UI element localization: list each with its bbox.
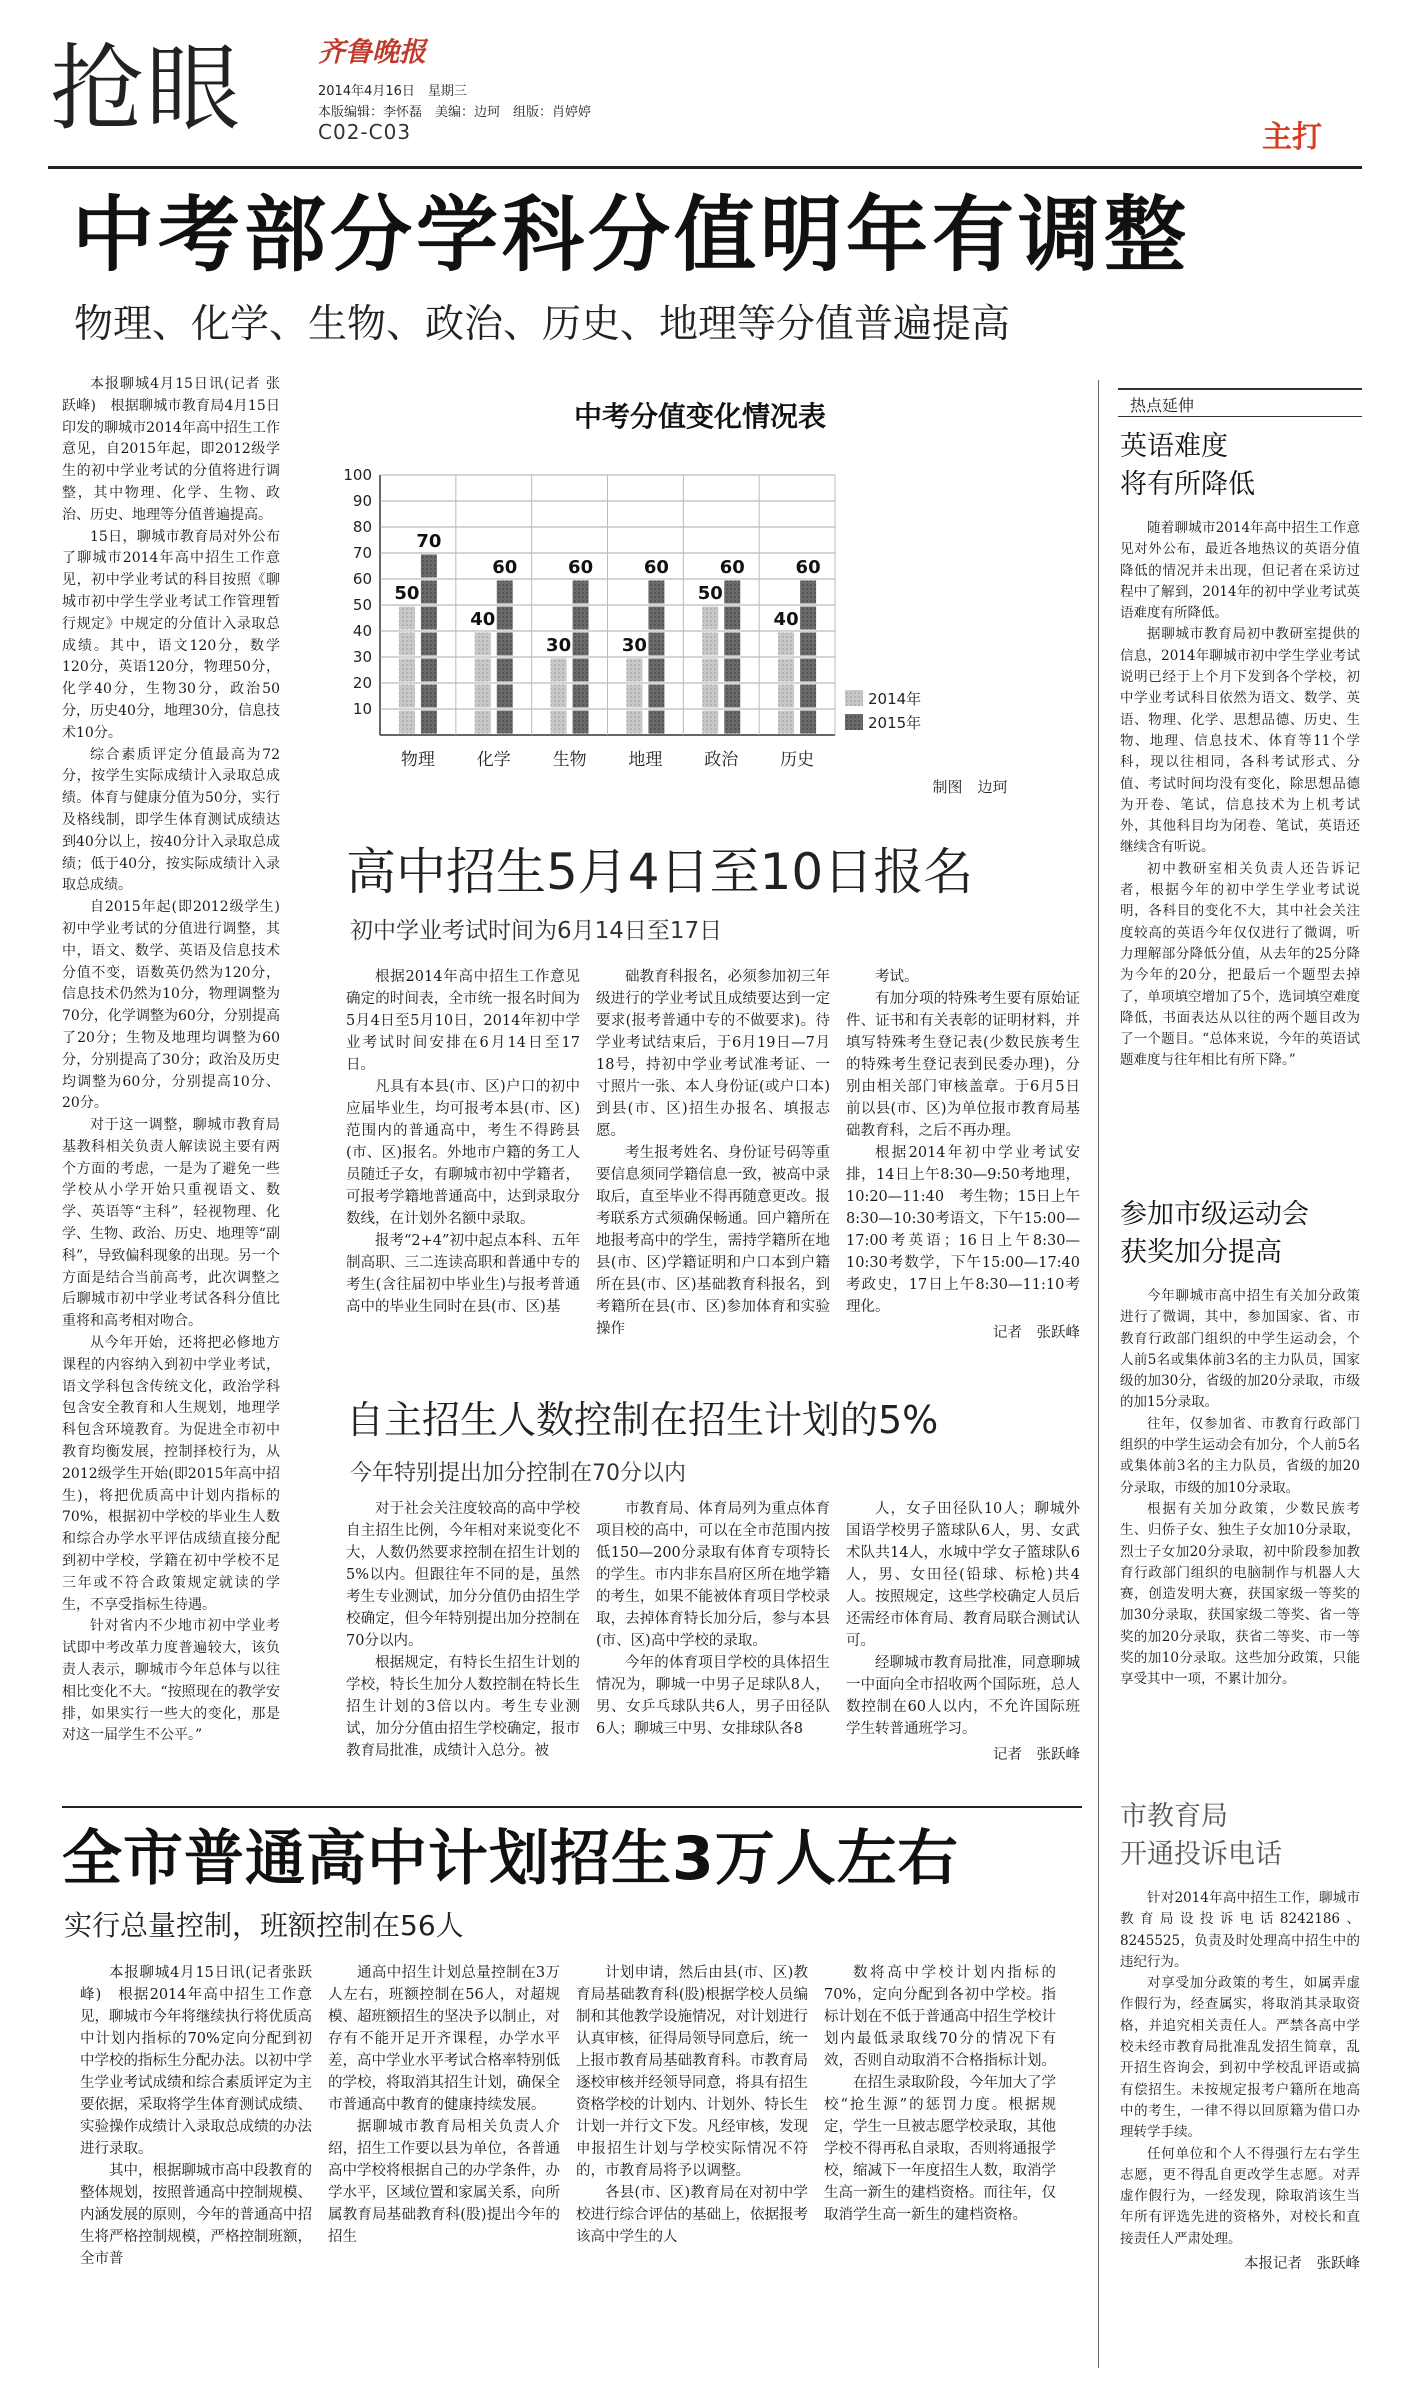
paragraph: 考试。 bbox=[875, 969, 919, 985]
bar-2015-segment bbox=[573, 607, 589, 630]
page-code: C02-C03 bbox=[318, 120, 412, 144]
bar-2015-segment bbox=[648, 659, 664, 682]
bar-2015-segment bbox=[800, 711, 816, 734]
bar-2015-value-label: 60 bbox=[568, 557, 594, 578]
chart-credit: 制图 边珂 bbox=[932, 778, 1008, 796]
y-tick-label: 40 bbox=[352, 622, 372, 640]
bar-2014-segment bbox=[778, 659, 794, 682]
paragraph: 任何单位和个人不得强行左右学生志愿，更不得乱自更改学生志愿。对弄虚作假行为，一经发现，除取消该生当年所有评选先进的资格外，对校长和直接责任人严肃处理。 bbox=[1120, 2145, 1360, 2247]
bar-2015-segment bbox=[497, 633, 513, 656]
article4-subhead: 实行总量控制，班额控制在56人 bbox=[64, 1909, 464, 1942]
bar-2014-segment bbox=[778, 685, 794, 708]
paragraph: 根据有关加分政策，少数民族考生、归侨子女、独生子女加10分录取，烈士子女加20分录取，初中阶段参加教育行政部门组织的电脑制作与机器人大赛，创造发明大赛，获国家级一等奖的加30分录取，获国家级二等奖、省一等奖的加20分录取，获省二等奖、市一等奖的加10分录取。这些加分政策，只能享受其中一项，不累计加分。 bbox=[1120, 1500, 1360, 1688]
x-tick-label: 生物 bbox=[552, 750, 587, 770]
paragraph: 市教育局、体育局列为重点体育项目校的高中，可以在全市范围内按低150—200分录取有体育专项特长的学生。市内非东昌府区所在地学籍的考生，如果不能被体育项目学校录取，去掉体育特长加分后，参与本县(市、区)高中学校的录取。 bbox=[596, 1501, 830, 1649]
bar-2015-segment bbox=[497, 711, 513, 734]
chart-title: 中考分值变化情况表 bbox=[573, 400, 827, 433]
bar-2014-segment bbox=[778, 711, 794, 734]
sidebar-s1-head2: 将有所降低 bbox=[1120, 469, 1255, 500]
paragraph: 数将高中学校计划内指标的70%，定向分配到各初中学校。指标计划在不低于普通高中招生学校计划内最低录取线70分的情况下有效，否则自动取消不合格指标计划。 bbox=[824, 1965, 1056, 2069]
chart-container bbox=[330, 380, 1070, 820]
paragraph: 初中教研室相关负责人还告诉记者，根据今年的初中学生学业考试说明，各科目的变化不大，其中社会关注度较高的英语今年仅仅进行了微调，听力理解部分降低分值，从去年的25分降为今年的20分，把最后一个题型去掉了，单项填空增加了5个，选词填空难度降低，书面表达从以往的两个题目改为了一个题目。“总体来说，今年的英语试题难度与往年相比有所下降。” bbox=[1120, 860, 1360, 1069]
bar-2015-segment bbox=[724, 607, 740, 630]
masthead-rule bbox=[48, 166, 1362, 169]
bar-2014-value-label: 40 bbox=[773, 609, 799, 630]
bar-2015-segment bbox=[800, 607, 816, 630]
bar-2015-segment bbox=[800, 581, 816, 604]
bar-2015-segment bbox=[724, 581, 740, 604]
bar-2015-segment bbox=[573, 581, 589, 604]
sidebar-divider bbox=[1098, 380, 1099, 2368]
legend-swatch-2015 bbox=[845, 714, 863, 730]
chart-yticks bbox=[343, 466, 372, 718]
sidebar-s3 bbox=[1120, 1798, 1360, 2340]
bar-2014-value-label: 50 bbox=[697, 583, 723, 604]
article3-col3 bbox=[846, 1498, 1080, 1798]
sidebar-s2 bbox=[1120, 1196, 1360, 1858]
bar-2014-segment bbox=[626, 659, 642, 682]
article3-headline: 自主招生人数控制在招生计划的5% bbox=[346, 1398, 939, 1442]
bar-2014-segment bbox=[778, 633, 794, 656]
bar-2015-segment bbox=[648, 607, 664, 630]
bar-2015-segment bbox=[421, 581, 437, 604]
bar-2015-value-label: 60 bbox=[643, 557, 669, 578]
article4-headline: 全市普通高中计划招生3万人左右 bbox=[62, 1824, 959, 1894]
paragraph: 人，女子田径队10人；聊城外国语学校男子篮球队6人，男、女武术队共14人，水城中学女子篮球队6人，男、女田径(铅球、标枪)共4人。按照规定，这些学校确定人员后还需经市体育局、教育局联合测试认可。 bbox=[846, 1501, 1080, 1649]
paragraph: 今年的体育项目学校的具体招生情况为，聊城一中男子足球队8人，男、女乒乓球队共6人，男子田径队6人；聊城三中男、女排球队各8 bbox=[596, 1655, 830, 1737]
y-tick-label: 30 bbox=[352, 648, 372, 666]
paragraph: 各县(市、区)教育局在对初中学校进行综合评估的基础上，依据报考该高中学生的人 bbox=[576, 2185, 808, 2245]
bar-2015-segment bbox=[497, 607, 513, 630]
sidebar-s2-head1: 参加市级运动会 bbox=[1120, 1199, 1309, 1230]
bar-2014-segment bbox=[399, 633, 415, 656]
bar-2014-segment bbox=[475, 711, 491, 734]
bar-2015-value-label: 60 bbox=[492, 557, 518, 578]
article2-headline: 高中招生5月4日至10日报名 bbox=[346, 843, 974, 901]
chart-xticks bbox=[401, 750, 814, 770]
byline: 记者 张跃峰 bbox=[993, 1747, 1080, 1763]
paragraph: 础教育科报名，必须参加初三年级进行的学业考试且成绩要达到一定要求(报考普通中专的不做要求)。待学业考试结束后，于6月19日—7月18号，持初中学业考试准考证、一寸照片一张、本人身份证(或户口本)到县(市、区)招生办报名、填报志愿。 bbox=[596, 969, 830, 1139]
y-tick-label: 10 bbox=[352, 700, 372, 718]
paragraph: 根据2014年高中招生工作意见确定的时间表，全市统一报名时间为5月4日至5月10日，2014年初中学业考试时间安排在6月14日至17日。 bbox=[346, 969, 580, 1073]
chart-legend bbox=[845, 690, 921, 732]
article3-col2 bbox=[596, 1498, 830, 1798]
sidebar-s3-head2: 开通投诉电话 bbox=[1120, 1839, 1282, 1870]
bar-2014-value-label: 30 bbox=[546, 635, 572, 656]
bar-2015-segment bbox=[421, 659, 437, 682]
paragraph: 根据规定，有特长生招生计划的学校，特长生加分人数控制在特长生招生计划的3倍以内。考生专业测试，加分分值由招生学校确定，报市教育局批准，成绩计入总分。被 bbox=[346, 1655, 580, 1759]
bar-2015-segment bbox=[724, 633, 740, 656]
bar-2014-segment bbox=[475, 659, 491, 682]
x-tick-label: 地理 bbox=[628, 750, 663, 770]
bar-2014-segment bbox=[399, 659, 415, 682]
legend-swatch-2014 bbox=[845, 690, 863, 706]
bar-2014-segment bbox=[399, 685, 415, 708]
sidebar-s1-head1: 英语难度 bbox=[1120, 431, 1228, 462]
y-tick-label: 20 bbox=[352, 674, 372, 692]
paragraph: 计划申请，然后由县(市、区)教育局基础教育科(股)根据学校人员编制和其他教学设施情况，对计划进行认真审核，征得局领导同意后，统一上报市教育局基础教育科。市教育局逐校审核并经领导同意，将具有招生资格学校的计划内、计划外、特长生计划一并行文下发。凡经审核，发现申报招生计划与学校实际情况不符的，市教育局将予以调整。 bbox=[576, 1965, 808, 2179]
article2-subhead: 初中学业考试时间为6月14日至17日 bbox=[350, 918, 723, 944]
section-name: 抢眼 bbox=[50, 35, 243, 144]
bar-2014-segment bbox=[551, 685, 567, 708]
bar-2015-segment bbox=[421, 685, 437, 708]
story-divider bbox=[62, 1806, 1082, 1808]
legend-label-2014: 2014年 bbox=[868, 690, 922, 708]
lead-paragraph: 本报聊城4月15日讯(记者 张跃峰) 根据聊城市教育局4月15日印发的聊城市2014年高中招生工作意见，自2015年起，即2012级学生的初中学业考试的分值将进行调整，其中物理、化学、生物、政治、历史、地理等分值普遍提高。 bbox=[62, 376, 280, 523]
bar-2015-segment bbox=[800, 685, 816, 708]
bar-2015-segment bbox=[497, 685, 513, 708]
bar-2015-segment bbox=[648, 633, 664, 656]
bar-2015-value-label: 60 bbox=[719, 557, 745, 578]
bar-2014-segment bbox=[551, 711, 567, 734]
sidebar-s1-body bbox=[1120, 518, 1360, 1154]
chart-grid bbox=[380, 475, 835, 735]
bar-2015-segment bbox=[497, 581, 513, 604]
paragraph: 通高中招生计划总量控制在3万人左右，班额控制在56人，对超规模、超班额招生的坚决予以制止，对存有不能开足开齐课程，办学水平差，高中学业水平考试合格率特别低的学校，将取消其招生计划，确保全市普通高中教育的健康持续发展。 bbox=[328, 1965, 560, 2113]
paragraph: 报考“2+4”初中起点本科、五年制高职、三二连读高职和普通中专的考生(含往届初中毕业生)与报考普通高中的毕业生同时在县(市、区)基 bbox=[346, 1233, 580, 1315]
bar-2015-segment bbox=[724, 711, 740, 734]
paragraph: 据聊城市教育局初中教研室提供的信息，2014年聊城市初中学生学业考试说明已经于上个月下发到各个学校，初中学业考试科目依然为语文、数学、英语、物理、化学、思想品德、历史、生物、地理、信息技术、体育等11个学科，现以往相同，各科考试形式、分值、考试时间均没有变化，除思想品德为开卷、笔试，信息技术为上机考试外，其他科目均为闭卷、笔试，英语还继续含有听说。 bbox=[1120, 626, 1360, 856]
sidebar-s2-head2: 获奖加分提高 bbox=[1120, 1237, 1282, 1268]
lead-paragraph: 自2015年起(即2012级学生)初中学业考试的分值进行调整，其中，语文、数学、英语及信息技术分值不变，语数英仍然为120分，信息技术仍然为10分，物理调整为70分，化学调整为60分，分别提高了20分；生物及地理均调整为60分，分别提高了30分；政治及历史均调整为60分，分别提高10分、20分。 bbox=[62, 899, 280, 1112]
article4-col3 bbox=[576, 1962, 808, 2366]
paragraph: 今年聊城市高中招生有关加分政策进行了微调，其中，参加国家、省、市教育行政部门组织的中学生运动会，个人前5名或集体前3名的主力队员，国家级的加30分，省级的加20分录取，市级的加15分录取。 bbox=[1120, 1288, 1360, 1411]
paragraph: 其中，根据聊城市高中段教育的整体规划，按照普通高中控制规模、内涵发展的原则，今年的普通高中招生将严格控制规模，严格控制班额，全市普 bbox=[80, 2163, 312, 2267]
bar-2014-segment bbox=[626, 711, 642, 734]
paragraph: 在招生录取阶段，今年加大了学校“抢生源”的惩罚力度。根据规定，学生一旦被志愿学校录取，其他学校不得再私自录取，否则将通报学校，缩减下一年度招生人数，取消学生高一新生的建档资格。而往年，仅取消学生高一新生的建档资格。 bbox=[824, 2075, 1056, 2223]
paragraph: 考生报考姓名、身份证号码等重要信息须同学籍信息一致，被高中录取后，直至毕业不得再随意更改。报考联系方式须确保畅通。回户籍所在地报考高中的学生，需持学籍所在地县(市、区)学籍证明和户口本到户籍所在县(市、区)基础教育科报名，到考籍所在县(市、区)参加体育和实验操作 bbox=[596, 1145, 830, 1337]
paragraph: 凡具有本县(市、区)户口的初中应届毕业生，均可报考本县(市、区)范围内的普通高中，考生不得跨县(市、区)报名。外地市户籍的务工人员随迁子女，有聊城市初中学籍者，可报考学籍地普通高中，达到录取分数线，在计划外名额中录取。 bbox=[346, 1079, 580, 1227]
bar-2015-segment bbox=[573, 659, 589, 682]
bar-2014-segment bbox=[475, 685, 491, 708]
bar-2015-segment bbox=[800, 633, 816, 656]
bar-2014-segment bbox=[702, 633, 718, 656]
bar-2014-segment bbox=[702, 711, 718, 734]
lead-paragraph: 对于这一调整，聊城市教育局基教科相关负责人解读说主要有两个方面的考虑，一是为了避免一些学校从小学开始只重视语文、数学、英语等“主科”，轻视物理、化学、生物、政治、历史、地理等“副科”，导致偏科现象的出现。另一个方面是结合当前高考，此次调整之后聊城市初中学业考试各科分值比重将和高考相对吻合。 bbox=[62, 1117, 280, 1330]
lead-paragraph: 从今年开始，还将把必修地方课程的内容纳入到初中学业考试，语文学科包含传统文化，政治学科包含安全教育和人生规划，地理学科包含环境教育。为促进全市初中教育均衡发展，控制择校行为，从2012级学生开始(即2015年高中招生)，将把优质高中计划内指标的70%，根据初中学校的毕业生人数和综合办学水平评估成绩直接分配到初中学校，学籍在初中学校不足三年或不符合政策规定就读的学生，不享受指标生待遇。 bbox=[62, 1335, 280, 1613]
paragraph: 对享受加分政策的考生，如属弄虚作假行为，经查属实，将取消其录取资格，并追究相关责任人。严禁各高中学校未经市教育局批准乱发招生简章，乱开招生咨询会，到初中学校乱评语或搞有偿招生。未按规定报考户籍所在地高中的考生，一律不得以回原籍为借口办理转学手续。 bbox=[1120, 1975, 1360, 2141]
bar-2015-segment bbox=[421, 633, 437, 656]
bar-2015-segment bbox=[421, 607, 437, 630]
bar-2015-value-label: 70 bbox=[416, 531, 442, 552]
x-tick-label: 历史 bbox=[780, 750, 815, 770]
y-tick-label: 70 bbox=[352, 544, 372, 562]
paragraph: 针对2014年高中招生工作，聊城市教育局设投诉电话8242186、8245525，负责及时处理高中招生中的违纪行为。 bbox=[1120, 1890, 1360, 1970]
sidebar-label-box bbox=[1118, 388, 1362, 417]
tag-label: 主打 bbox=[1262, 120, 1322, 155]
lead-headline: 中考部分学科分值明年有调整 bbox=[72, 188, 1191, 283]
paragraph: 根据2014年初中学业考试安排，14日上午8:30—9:50考地理，10:20—11:40 考生物；15日上午8:30—10:30考语文，下午15:00—17:00考英语；16日上午8:30—10:30考数学，下午15:00—17:40考政史，17日上午8:30—11:10考理化。 bbox=[846, 1145, 1080, 1315]
article4-col4 bbox=[824, 1962, 1056, 2366]
byline: 本报记者 张跃峰 bbox=[1244, 2256, 1360, 2273]
bar-2015-segment bbox=[497, 659, 513, 682]
bar-2015-segment bbox=[648, 581, 664, 604]
sidebar-s3-head1: 市教育局 bbox=[1120, 1801, 1228, 1832]
sidebar-s1 bbox=[1120, 428, 1360, 1154]
bar-2015-segment bbox=[573, 633, 589, 656]
y-tick-label: 90 bbox=[352, 492, 372, 510]
article3-col1 bbox=[346, 1498, 580, 1798]
paragraph: 据聊城市教育局相关负责人介绍，招生工作要以县为单位，各普通高中学校将根据自己的办学条件，办学水平，区域位置和家属关系，向所属教育局基础教育科(股)提出今年的招生 bbox=[328, 2119, 560, 2245]
bar-2014-value-label: 50 bbox=[394, 583, 420, 604]
bar-2015-segment bbox=[800, 659, 816, 682]
lead-paragraph: 针对省内不少地市初中学业考试即中考改革力度普遍较大，该负责人表示，聊城市今年总体与以往相比变化不大。“按照现在的教学安排，如果实行一些大的变化，那是对这一届学生不公平。” bbox=[62, 1618, 280, 1744]
article2-col2 bbox=[596, 966, 830, 1392]
byline: 记者 张跃峰 bbox=[993, 1325, 1080, 1341]
bar-2014-segment bbox=[399, 607, 415, 630]
paragraph: 经聊城市教育局批准，同意聊城一中面向全市招收两个国际班，总人数控制在60人以内，不允许国际班学生转普通班学习。 bbox=[846, 1655, 1080, 1737]
paragraph: 随着聊城市2014年高中招生工作意见对外公布，最近各地热议的英语分值降低的情况并未出现，但记者在采访过程中了解到，2014年的初中学业考试英语难度有所降低。 bbox=[1120, 520, 1360, 622]
y-tick-label: 100 bbox=[343, 466, 372, 484]
paragraph: 对于社会关注度较高的高中学校自主招生比例，今年相对来说变化不大，人数仍然要求控制在招生计划的5%以内。但跟往年不同的是，虽然考生专业测试，加分分值仍由招生学校确定，但今年特别提出加分控制在70分以内。 bbox=[346, 1501, 580, 1649]
x-tick-label: 化学 bbox=[476, 750, 511, 770]
article4-col2 bbox=[328, 1962, 560, 2366]
lead-paragraph: 15日，聊城市教育局对外公布了聊城市2014年高中招生工作意见，初中学业考试的科目按照《聊城市初中学生学业考试工作管理暂行规定》中规定的分值计入录取总成绩。其中，语文120分，数学120分，英语120分，物理50分，化学40分，生物30分，政治50分，历史40分，地理30分，信息技术10分。 bbox=[62, 528, 280, 741]
bar-2014-value-label: 30 bbox=[621, 635, 647, 656]
sidebar-s2-body bbox=[1120, 1286, 1360, 1858]
lead-paragraph: 综合素质评定分值最高为72分，按学生实际成绩计入录取总成绩。体育与健康分值为50分，实行及格线制，即学生体育测试成绩达到40分以上，按40分计入录取总成绩；低于40分，按实际成绩计入录取总成绩。 bbox=[62, 746, 280, 894]
bar-2014-segment bbox=[702, 685, 718, 708]
article2-col1 bbox=[346, 966, 580, 1392]
article3-subhead: 今年特别提出加分控制在70分以内 bbox=[350, 1461, 686, 1486]
x-tick-label: 政治 bbox=[704, 750, 739, 770]
lead-subhead: 物理、化学、生物、政治、历史、地理等分值普遍提高 bbox=[74, 302, 1011, 347]
y-tick-label: 80 bbox=[352, 518, 372, 536]
sidebar-label: 热点延伸 bbox=[1130, 396, 1195, 415]
bar-2014-segment bbox=[551, 659, 567, 682]
y-tick-label: 60 bbox=[352, 570, 372, 588]
bar-2015-segment bbox=[421, 555, 437, 578]
paragraph: 往年，仅参加省、市教育行政部门组织的中学生运动会有加分，个人前5名或集体前3名的主力队员，省级的加20分录取，市级的加10分录取。 bbox=[1120, 1415, 1360, 1496]
bar-2014-value-label: 40 bbox=[470, 609, 496, 630]
bar-2014-segment bbox=[702, 607, 718, 630]
x-tick-label: 物理 bbox=[400, 750, 435, 770]
bar-2014-segment bbox=[399, 711, 415, 734]
bar-2015-segment bbox=[724, 659, 740, 682]
y-tick-label: 50 bbox=[352, 596, 372, 614]
paragraph: 本报聊城4月15日讯(记者张跃峰) 根据2014年高中招生工作意见，聊城市今年将继续执行将优质高中计划内指标的70%定向分配到初中学校的指标生分配办法。以初中学生学业考试成绩和综合素质评定为主要依据，采取将学生体育测试成绩、实验操作成绩计入录取总成绩的办法进行录取。 bbox=[80, 1965, 312, 2157]
bar-2015-segment bbox=[648, 685, 664, 708]
paper-logo: 齐鲁晚报 bbox=[318, 37, 426, 68]
article2-col3 bbox=[846, 966, 1080, 1392]
bar-2015-segment bbox=[421, 711, 437, 734]
bar-2014-segment bbox=[475, 633, 491, 656]
lead-body bbox=[62, 374, 280, 1798]
bar-2015-segment bbox=[724, 685, 740, 708]
bar-2015-segment bbox=[573, 685, 589, 708]
sidebar-s3-body bbox=[1120, 1888, 1360, 2340]
article4-col1 bbox=[80, 1962, 312, 2366]
bar-2014-segment bbox=[702, 659, 718, 682]
date-line: 2014年4月16日 星期三 bbox=[318, 84, 467, 99]
bar-chart bbox=[330, 380, 1070, 820]
bar-2015-value-label: 60 bbox=[795, 557, 821, 578]
legend-label-2015: 2015年 bbox=[868, 714, 922, 732]
bar-2014-segment bbox=[626, 685, 642, 708]
bar-2015-segment bbox=[648, 711, 664, 734]
bar-2015-segment bbox=[573, 711, 589, 734]
paragraph: 有加分项的特殊考生要有原始证件、证书和有关表彰的证明材料，并填写特殊考生登记表(少数民族考生的特殊考生登记表到民委办理)，分别由相关部门审核盖章。于6月5日前以县(市、区)为单位报市教育局基础教育科，之后不再办理。 bbox=[846, 991, 1080, 1139]
editors-line: 本版编辑：李怀磊 美编：边珂 组版：肖婷婷 bbox=[318, 105, 592, 120]
